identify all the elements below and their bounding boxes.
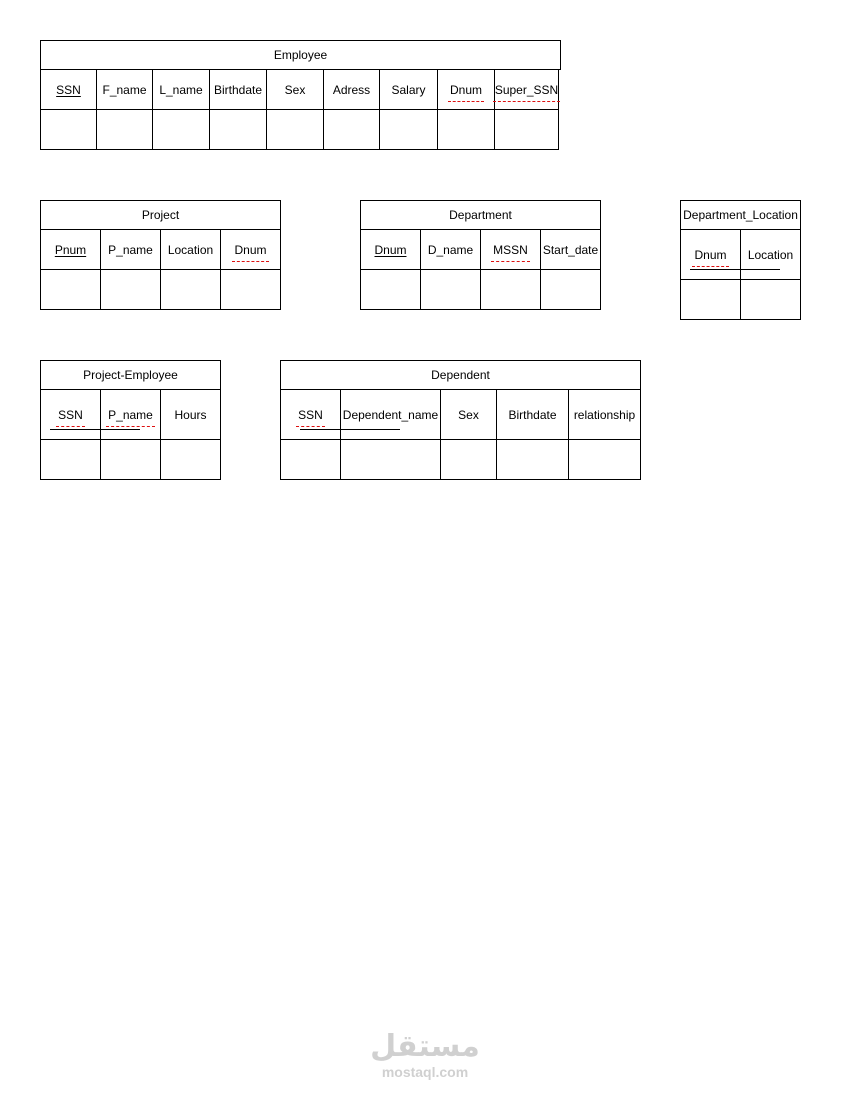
department-location-table	[680, 200, 801, 320]
composite-key-underline	[50, 429, 140, 430]
project-col-pnum	[40, 230, 101, 270]
column-label: SSN	[58, 407, 83, 422]
column-label: Sex	[458, 407, 479, 422]
employee-col-ssn	[40, 70, 97, 110]
column-label: Dnum	[449, 82, 482, 97]
column-label: Dnum	[234, 242, 267, 257]
column-label: Sex	[284, 82, 306, 97]
department-col-start-date	[540, 230, 601, 270]
empty-cell	[440, 440, 497, 480]
dependent-empty-row	[280, 440, 641, 480]
column-label: Pnum	[54, 242, 87, 257]
empty-cell	[209, 110, 267, 150]
composite-key-underline	[690, 269, 780, 270]
empty-cell	[323, 110, 380, 150]
dependent-header-row	[280, 390, 641, 440]
composite-key-underline	[300, 429, 400, 430]
project-employee-col-hours	[160, 390, 221, 440]
department-table-title: Department	[360, 200, 601, 230]
column-label: SSN	[56, 82, 81, 97]
column-label: Start_date	[542, 242, 599, 257]
department-table	[360, 200, 601, 310]
column-label: Salary	[391, 82, 426, 97]
empty-cell	[96, 110, 153, 150]
department-col-dname	[420, 230, 481, 270]
empty-cell	[220, 270, 281, 310]
empty-cell	[160, 440, 221, 480]
employee-col-fname	[96, 70, 153, 110]
empty-cell	[340, 440, 441, 480]
department-location-col-location	[740, 230, 801, 280]
empty-cell	[266, 110, 324, 150]
dependent-table-title: Dependent	[280, 360, 641, 390]
watermark-url: mostaql.com	[381, 1064, 469, 1080]
column-label: MSSN	[493, 242, 528, 257]
column-label: Super_SSN	[494, 82, 559, 97]
empty-cell	[100, 270, 161, 310]
department-location-col-dnum	[680, 230, 741, 280]
project-employee-col-ssn	[40, 390, 101, 440]
empty-cell	[160, 270, 221, 310]
empty-cell	[480, 270, 541, 310]
project-col-pname	[100, 230, 161, 270]
empty-cell	[540, 270, 601, 310]
empty-cell	[360, 270, 421, 310]
mostaql-watermark	[0, 1030, 850, 1080]
project-employee-col-pname	[100, 390, 161, 440]
empty-cell	[100, 440, 161, 480]
column-label: Hours	[174, 407, 207, 422]
empty-cell	[40, 270, 101, 310]
department-location-header-row	[680, 230, 801, 280]
department-location-empty-row	[680, 280, 801, 320]
column-label: D_name	[427, 242, 474, 257]
project-employee-header-row	[40, 390, 221, 440]
column-label: Birthdate	[508, 407, 557, 422]
project-empty-row	[40, 270, 281, 310]
column-label: P_name	[108, 407, 153, 422]
column-label: P_name	[108, 242, 153, 257]
column-label: SSN	[298, 407, 323, 422]
project-col-location	[160, 230, 221, 270]
department-empty-row	[360, 270, 601, 310]
dependent-col-relationship	[568, 390, 641, 440]
employee-col-lname	[152, 70, 210, 110]
project-header-row	[40, 230, 281, 270]
employee-col-dnum	[437, 70, 495, 110]
employee-col-adress	[323, 70, 380, 110]
department-location-table-title: Department_Location	[680, 200, 801, 230]
project-employee-table	[40, 360, 221, 480]
dependent-col-ssn	[280, 390, 341, 440]
department-col-mssn	[480, 230, 541, 270]
column-label: F_name	[102, 82, 147, 97]
empty-cell	[496, 440, 569, 480]
empty-cell	[152, 110, 210, 150]
empty-cell	[680, 280, 741, 320]
employee-col-salary	[379, 70, 438, 110]
project-table	[40, 200, 281, 310]
employee-empty-row	[40, 110, 561, 150]
project-table-title: Project	[40, 200, 281, 230]
column-label: Location	[747, 247, 794, 262]
employee-table	[40, 40, 561, 150]
project-employee-empty-row	[40, 440, 221, 480]
watermark-arabic-logo: مستقل	[370, 1029, 480, 1064]
column-label: Dnum	[374, 242, 407, 257]
empty-cell	[494, 110, 559, 150]
employee-header-row	[40, 70, 561, 110]
department-header-row	[360, 230, 601, 270]
column-label: Adress	[332, 82, 371, 97]
column-label: Dnum	[694, 247, 727, 262]
dependent-col-sex	[440, 390, 497, 440]
empty-cell	[280, 440, 341, 480]
column-label: Dependent_name	[342, 407, 439, 422]
project-employee-table-title: Project-Employee	[40, 360, 221, 390]
employee-table-title: Employee	[40, 40, 561, 70]
dependent-col-birthdate	[496, 390, 569, 440]
column-label: Birthdate	[213, 82, 263, 97]
empty-cell	[379, 110, 438, 150]
column-label: relationship	[573, 407, 636, 422]
dependent-table	[280, 360, 641, 480]
column-label: L_name	[159, 82, 203, 97]
empty-cell	[420, 270, 481, 310]
project-col-dnum	[220, 230, 281, 270]
empty-cell	[740, 280, 801, 320]
dependent-col-dependent-name	[340, 390, 441, 440]
employee-col-sex	[266, 70, 324, 110]
empty-cell	[568, 440, 641, 480]
employee-col-super-ssn	[494, 70, 559, 110]
column-label: Location	[167, 242, 214, 257]
empty-cell	[40, 110, 97, 150]
employee-col-birthdate	[209, 70, 267, 110]
empty-cell	[40, 440, 101, 480]
empty-cell	[437, 110, 495, 150]
department-col-dnum	[360, 230, 421, 270]
